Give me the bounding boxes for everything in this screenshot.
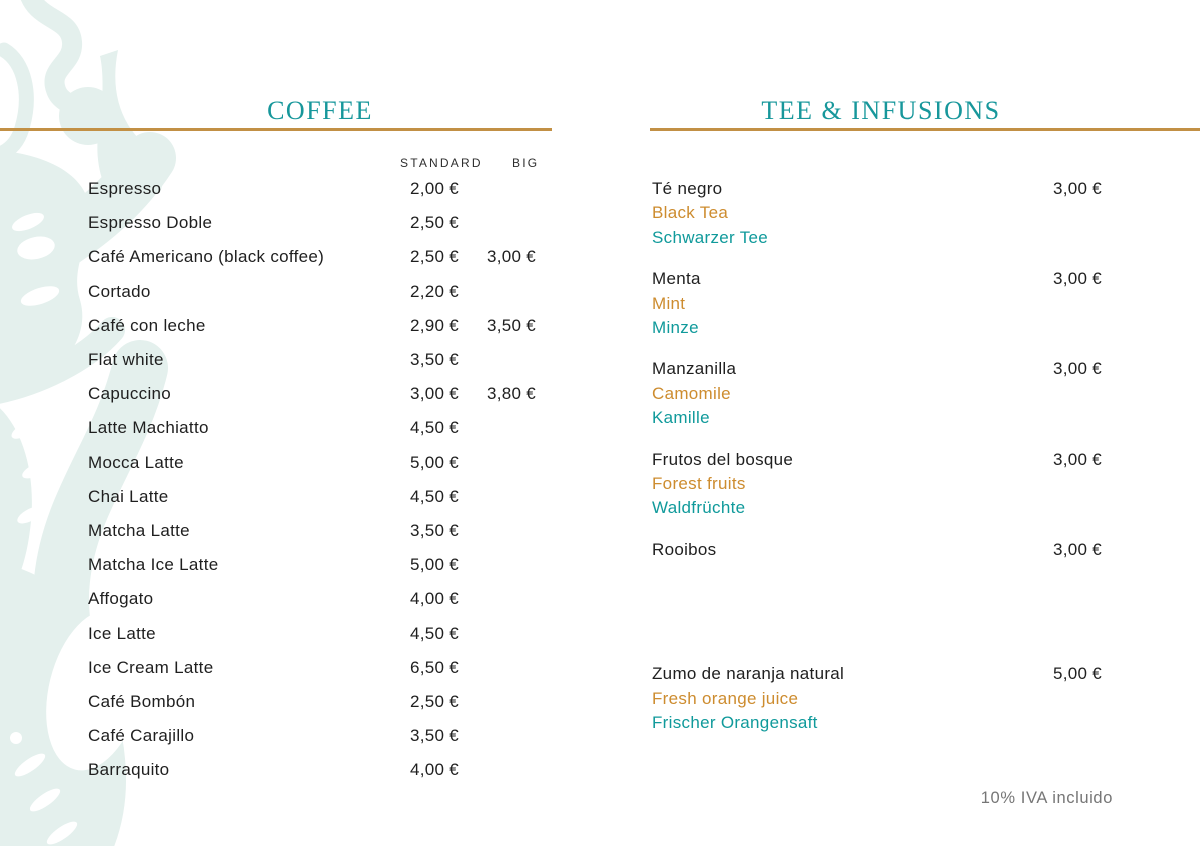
tea-item-name-english: Camomile (652, 383, 731, 403)
tea-item-name-spanish: Menta (652, 269, 701, 289)
coffee-item-price-standard: 4,50 € (410, 486, 460, 506)
coffee-item-name: Café Carajillo (88, 726, 195, 746)
coffee-item-name: Espresso (88, 179, 162, 199)
coffee-menu-item-row (88, 309, 648, 343)
coffee-item-name: Barraquito (88, 760, 170, 780)
tea-item-name-german: Schwarzer Tee (652, 227, 769, 247)
coffee-menu-item-row (88, 582, 648, 616)
coffee-menu-item-row (88, 651, 648, 685)
coffee-menu-item-row (88, 172, 648, 206)
tea-item-price: 5,00 € (1053, 664, 1103, 684)
coffee-item-name: Café con leche (88, 315, 206, 335)
tea-menu-item-group (652, 177, 1110, 250)
coffee-menu-item-row (88, 514, 648, 548)
coffee-item-list (88, 172, 648, 787)
tea-item-price: 3,00 € (1053, 539, 1103, 559)
tea-section-title: TEE & INFUSIONS (761, 96, 1001, 125)
coffee-menu-item-row (88, 548, 648, 582)
coffee-item-price-standard: 3,00 € (410, 384, 460, 404)
coffee-item-name: Matcha Ice Latte (88, 555, 219, 575)
coffee-item-name: Café Bombón (88, 691, 196, 711)
coffee-menu-item-row (88, 446, 648, 480)
tea-menu-item-group (652, 267, 1110, 340)
coffee-item-price-standard: 3,50 € (410, 350, 460, 370)
coffee-item-price-standard: 2,50 € (410, 691, 460, 711)
coffee-item-name: Mocca Latte (88, 452, 184, 472)
coffee-menu-item-row (88, 240, 648, 274)
coffee-item-price-standard: 2,50 € (410, 247, 460, 267)
coffee-item-name: Affogato (88, 589, 154, 609)
coffee-item-price-standard: 6,50 € (410, 657, 460, 677)
coffee-item-name: Matcha Latte (88, 520, 190, 540)
tea-menu-item-group (652, 448, 1110, 521)
tea-item-price: 3,00 € (1053, 179, 1103, 198)
coffee-menu-item-row (88, 206, 648, 240)
tea-menu-item-group (652, 538, 1110, 562)
coffee-item-name: Flat white (88, 350, 164, 370)
coffee-item-name: Ice Latte (88, 623, 156, 643)
coffee-item-price-standard: 4,50 € (410, 623, 460, 643)
tea-item-name-spanish: Rooibos (652, 539, 717, 559)
coffee-item-name: Espresso Doble (88, 213, 213, 233)
coffee-menu-item-row (88, 753, 648, 787)
tea-item-list (652, 177, 1110, 753)
coffee-menu-item-row (88, 377, 648, 411)
tea-item-name-spanish: Manzanilla (652, 359, 737, 379)
tea-item-name-english: Forest fruits (652, 474, 746, 494)
coffee-item-price-standard: 2,20 € (410, 281, 460, 301)
tea-item-name-german: Waldfrüchte (652, 498, 746, 518)
coffee-item-price-standard: 2,00 € (410, 179, 460, 199)
coffee-item-price-standard: 4,00 € (410, 760, 460, 780)
coffee-item-price-standard: 4,50 € (410, 418, 460, 438)
tea-item-name-english: Fresh orange juice (652, 688, 799, 708)
coffee-item-name: Chai Latte (88, 486, 169, 506)
coffee-item-name: Latte Machiatto (88, 418, 209, 438)
tea-menu-item-group (652, 662, 1110, 735)
coffee-item-price-standard: 4,00 € (410, 589, 460, 609)
tea-item-price: 3,00 € (1053, 449, 1103, 469)
coffee-item-price-standard: 2,90 € (410, 315, 460, 335)
coffee-section-title: COFFEE (267, 96, 373, 125)
tea-item-name-german: Kamille (652, 408, 710, 428)
tea-item-name-german: Minze (652, 318, 699, 338)
tea-menu-item-group (652, 357, 1110, 430)
tea-item-name-english: Black Tea (652, 203, 729, 223)
coffee-item-price-standard: 3,50 € (410, 520, 460, 540)
tea-item-name-english: Mint (652, 293, 686, 313)
coffee-menu-item-row (88, 616, 648, 650)
tea-item-name-spanish: Frutos del bosque (652, 449, 794, 469)
coffee-item-name: Café Americano (black coffee) (88, 247, 325, 267)
coffee-menu-item-row (88, 480, 648, 514)
tea-item-price: 3,00 € (1053, 269, 1103, 289)
coffee-item-price-big: 3,50 € (487, 315, 537, 335)
tea-item-price: 3,00 € (1053, 359, 1103, 379)
coffee-item-price-standard: 3,50 € (410, 726, 460, 746)
tea-item-name-german: Frischer Orangensaft (652, 713, 818, 733)
coffee-item-name: Cortado (88, 281, 151, 301)
coffee-menu-item-row (88, 411, 648, 445)
vat-included-note: 10% IVA incluido (980, 789, 1113, 807)
coffee-menu-item-row (88, 719, 648, 753)
coffee-menu-item-row (88, 685, 648, 719)
coffee-item-price-standard: 5,00 € (410, 555, 460, 575)
tea-item-name-spanish: Té negro (652, 179, 723, 198)
coffee-item-name: Capuccino (88, 384, 172, 404)
tea-item-name-spanish: Zumo de naranja natural (652, 664, 845, 684)
coffee-item-price-big: 3,00 € (487, 247, 537, 267)
coffee-item-price-standard: 5,00 € (410, 452, 460, 472)
coffee-item-price-big: 3,80 € (487, 384, 537, 404)
coffee-menu-item-row (88, 275, 648, 309)
coffee-item-price-standard: 2,50 € (410, 213, 460, 233)
coffee-menu-item-row (88, 343, 648, 377)
standard-size-column-header: STANDARD (400, 156, 483, 170)
coffee-item-name: Ice Cream Latte (88, 657, 214, 677)
big-size-column-header: BIG (512, 156, 540, 170)
